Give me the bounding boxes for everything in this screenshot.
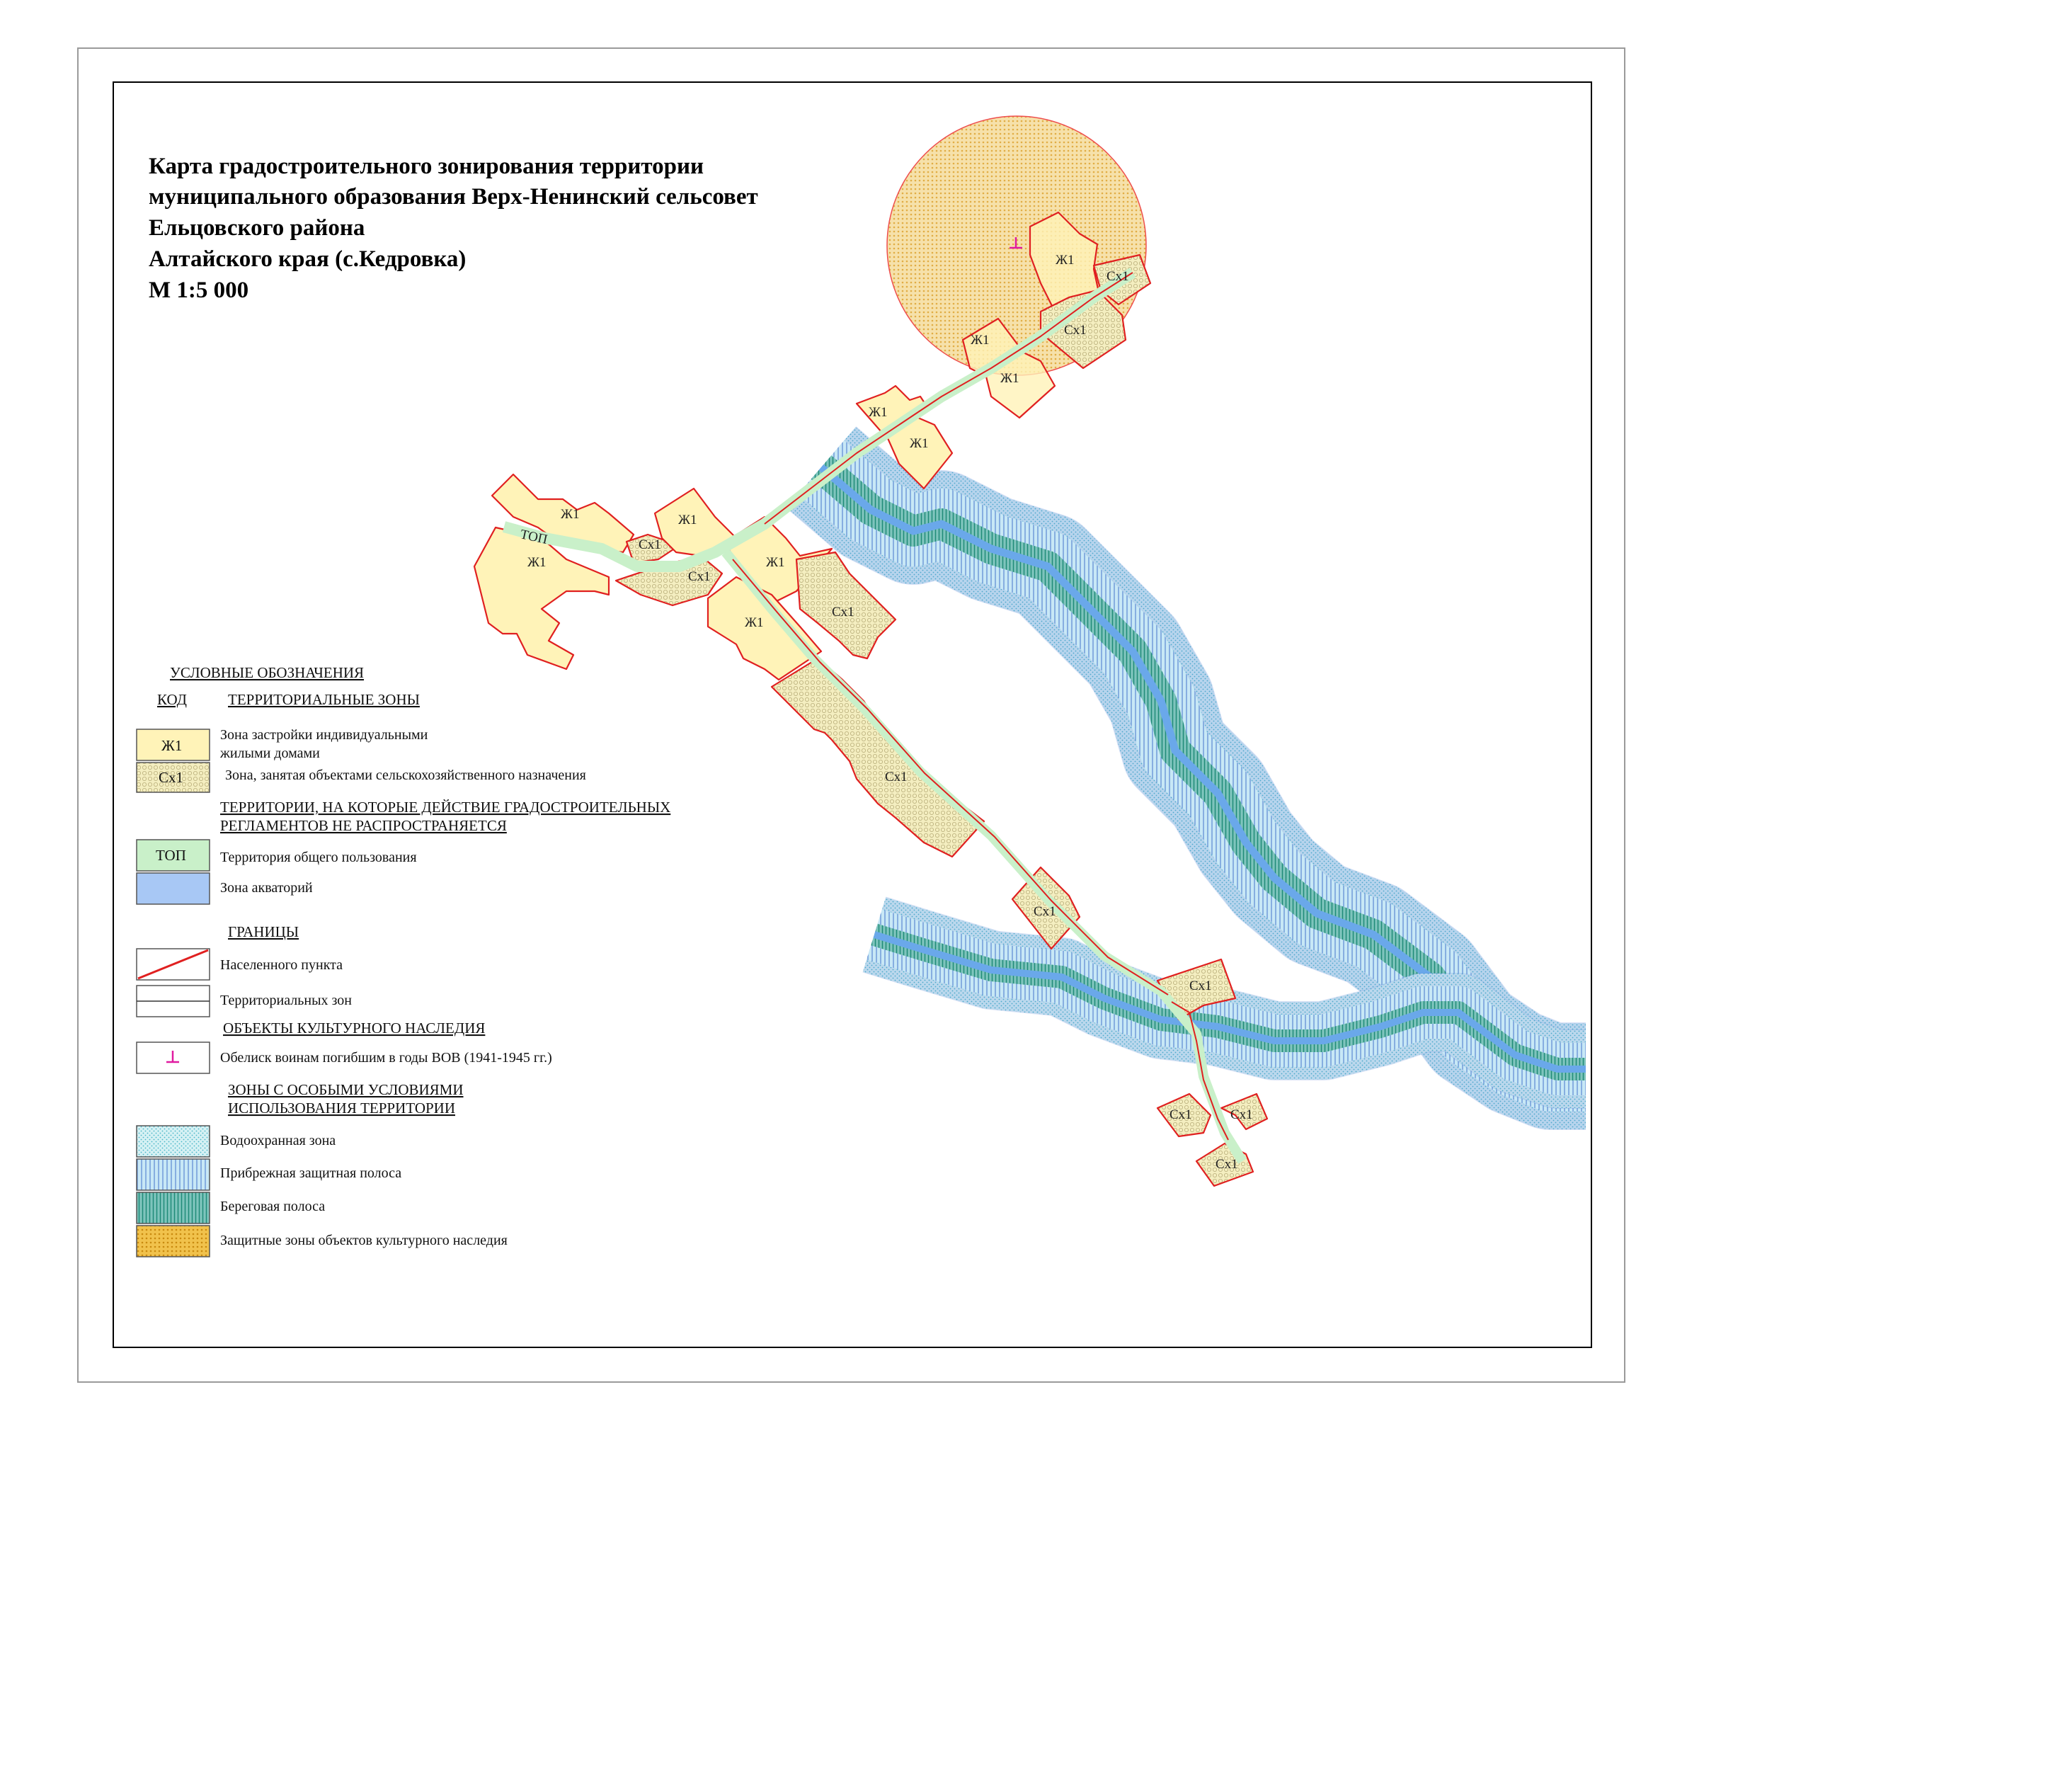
legend-col-code: КОД	[157, 691, 187, 708]
legend-zh1-desc-2: жилыми домами	[220, 746, 320, 761]
zone-label: Сх1	[1034, 904, 1056, 919]
zone-label: Сх1	[639, 537, 661, 552]
zone-label: Ж1	[678, 513, 697, 527]
legend-col-zones: ТЕРРИТОРИАЛЬНЫЕ ЗОНЫ	[228, 691, 420, 708]
map-scale: М 1:5 000	[149, 278, 249, 303]
legend-code-top: ТОП	[156, 847, 186, 864]
zone-label: Ж1	[527, 555, 547, 570]
zone-label: Ж1	[910, 436, 929, 451]
title-line-4: Алтайского края (с.Кедровка)	[149, 246, 467, 272]
legend-water-desc: Зона акваторий	[220, 880, 313, 896]
legend-sx1-desc: Зона, занятая объектами сельскохозяйственного назначения	[225, 767, 586, 783]
legend-special-2: ИСПОЛЬЗОВАНИЯ ТЕРРИТОРИИ	[228, 1100, 455, 1117]
legend-coastal-strip: Прибрежная защитная полоса	[220, 1165, 402, 1181]
zone-label: Ж1	[971, 333, 990, 348]
legend-swatch-heritage-zone	[137, 1226, 210, 1257]
title-line-3: Ельцовского района	[149, 215, 365, 241]
legend-special-1: ЗОНЫ С ОСОБЫМИ УСЛОВИЯМИ	[228, 1081, 464, 1098]
zone-label: ТОП	[518, 527, 549, 547]
legend-borders-header: ГРАНИЦЫ	[228, 923, 299, 940]
zone-label: Сх1	[688, 569, 711, 584]
legend-swatch-water-protection	[137, 1126, 210, 1157]
zone-label: Сх1	[1064, 323, 1087, 338]
legend-swatch-water	[137, 873, 210, 904]
title-line-1: Карта градостроительного зонирования территории	[149, 154, 704, 179]
zone-label: Сх1	[1230, 1107, 1253, 1122]
zone-label: Ж1	[561, 507, 580, 522]
zone-sx1	[772, 658, 984, 857]
legend-heritage-header: ОБЪЕКТЫ КУЛЬТУРНОГО НАСЛЕДИЯ	[223, 1020, 486, 1037]
zone-label: Ж1	[766, 555, 785, 570]
legend-header: УСЛОВНЫЕ ОБОЗНАЧЕНИЯ	[170, 664, 365, 681]
zone-label: Сх1	[1170, 1107, 1192, 1122]
legend-excluded-1: ТЕРРИТОРИИ, НА КОТОРЫЕ ДЕЙСТВИЕ ГРАДОСТРОИТЕЛЬНЫХ	[220, 799, 671, 816]
legend-top-desc: Территория общего пользования	[220, 850, 417, 865]
zone-label: Ж1	[1056, 253, 1075, 268]
legend-excluded-2: РЕГЛАМЕНТОВ НЕ РАСПРОСТРАНЯЕТСЯ	[220, 817, 507, 834]
zone-label: Ж1	[1000, 371, 1019, 386]
legend-shore-strip: Береговая полоса	[220, 1199, 326, 1214]
zone-label: Сх1	[832, 605, 854, 620]
zone-label: Ж1	[869, 405, 888, 420]
legend-code-zh1: Ж1	[161, 737, 183, 754]
zone-label: Ж1	[745, 615, 764, 630]
legend-code-sx1: Сх1	[159, 769, 184, 786]
legend-swatch-shore-strip	[137, 1192, 210, 1223]
zone-label: Сх1	[1106, 269, 1129, 284]
title-line-2: муниципального образования Верх-Ненинский сельсовет	[149, 184, 758, 210]
legend-obelisk-desc: Обелиск воинам погибшим в годы ВОВ (1941-1945 гг.)	[220, 1050, 552, 1066]
map-title	[149, 154, 758, 303]
zone-label: Сх1	[1216, 1157, 1238, 1172]
legend-swatch-coastal-strip	[137, 1159, 210, 1190]
legend-heritage-zone: Защитные зоны объектов культурного наследия	[220, 1233, 508, 1248]
legend-zh1-desc-1: Зона застройки индивидуальными	[220, 727, 428, 743]
zone-label: Сх1	[1189, 978, 1212, 993]
zone-label: Сх1	[885, 770, 908, 784]
legend-water-protection: Водоохранная зона	[220, 1133, 336, 1148]
legend-border-settlement: Населенного пункта	[220, 957, 343, 973]
legend-border-zones: Территориальных зон	[220, 993, 352, 1008]
legend	[137, 664, 670, 1257]
